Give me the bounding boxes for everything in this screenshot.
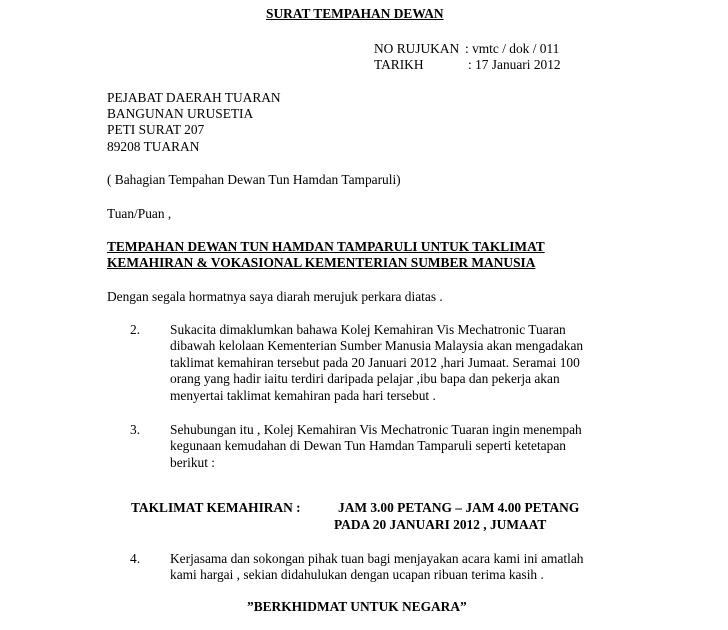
date-label: TARIKH — [374, 57, 424, 72]
paragraph-line: menyertai taklimat kemahiran pada hari tersebut . — [170, 387, 436, 403]
paragraph-line: dibawah kelolaan Kementerian Sumber Manusia Malaysia akan mengadakan — [170, 338, 584, 354]
paragraph-line: orang yang hadir iaitu terdiri daripada pelajar ,ibu bapa dan pekerja akan — [170, 371, 560, 387]
reference-value: : vmtc / dok / 011 — [465, 41, 560, 56]
attention-line: ( Bahagian Tempahan Dewan Tun Hamdan Tamparuli) — [107, 172, 401, 187]
date-value: : 17 Januari 2012 — [468, 57, 561, 72]
paragraph-body — [170, 422, 640, 471]
salutation: Tuan/Puan , — [107, 206, 172, 221]
schedule-time: JAM 3.00 PETANG – JAM 4.00 PETANG — [338, 500, 580, 515]
paragraph-line: kegunaan kemudahan di Dewan Tun Hamdan Tamparuli seperti ketetapan — [170, 438, 566, 454]
motto: ”BERKHIDMAT UNTUK NEGARA” — [247, 599, 467, 614]
paragraph-body — [170, 322, 640, 404]
paragraph-number: 4. — [130, 551, 141, 566]
paragraph-line: berikut : — [170, 454, 215, 470]
opening-line: Dengan segala hormatnya saya diarah merujuk perkara diatas . — [107, 289, 443, 304]
schedule-label: TAKLIMAT KEMAHIRAN : — [131, 500, 301, 515]
paragraph-line: Sehubungan itu , Kolej Kemahiran Vis Mechatronic Tuaran ingin menempah — [170, 422, 582, 437]
paragraph-number: 2. — [130, 322, 141, 337]
paragraph-line: Sukacita dimaklumkan bahawa Kolej Kemahiran Vis Mechatronic Tuaran — [170, 322, 566, 337]
reference-label: NO RUJUKAN — [374, 41, 460, 56]
paragraph-line: kami hargai , sekian didahulukan dengan ucapan ribuan terima kasih . — [170, 567, 544, 583]
subject-line: KEMAHIRAN & VOKASIONAL KEMENTERIAN SUMBER MANUSIA — [107, 255, 536, 270]
paragraph-line: Kerjasama dan sokongan pihak tuan bagi menjayakan acara kami ini amatlah — [170, 551, 584, 566]
address-line: PEJABAT DAERAH TUARAN — [107, 90, 281, 105]
letter-title: SURAT TEMPAHAN DEWAN — [266, 6, 444, 21]
address-line: 89208 TUARAN — [107, 139, 200, 154]
address-line: BANGUNAN URUSETIA — [107, 106, 254, 121]
paragraph-line: taklimat kemahiran tersebut pada 20 Januari 2012 ,hari Jumaat. Seramai 100 — [170, 354, 580, 370]
schedule-date: PADA 20 JANUARI 2012 , JUMAAT — [334, 517, 547, 532]
subject-line: TEMPAHAN DEWAN TUN HAMDAN TAMPARULI UNTUK TAKLIMAT — [107, 239, 545, 254]
paragraph-body — [170, 551, 640, 584]
address-line: PETI SURAT 207 — [107, 122, 205, 137]
paragraph-number: 3. — [130, 422, 141, 437]
